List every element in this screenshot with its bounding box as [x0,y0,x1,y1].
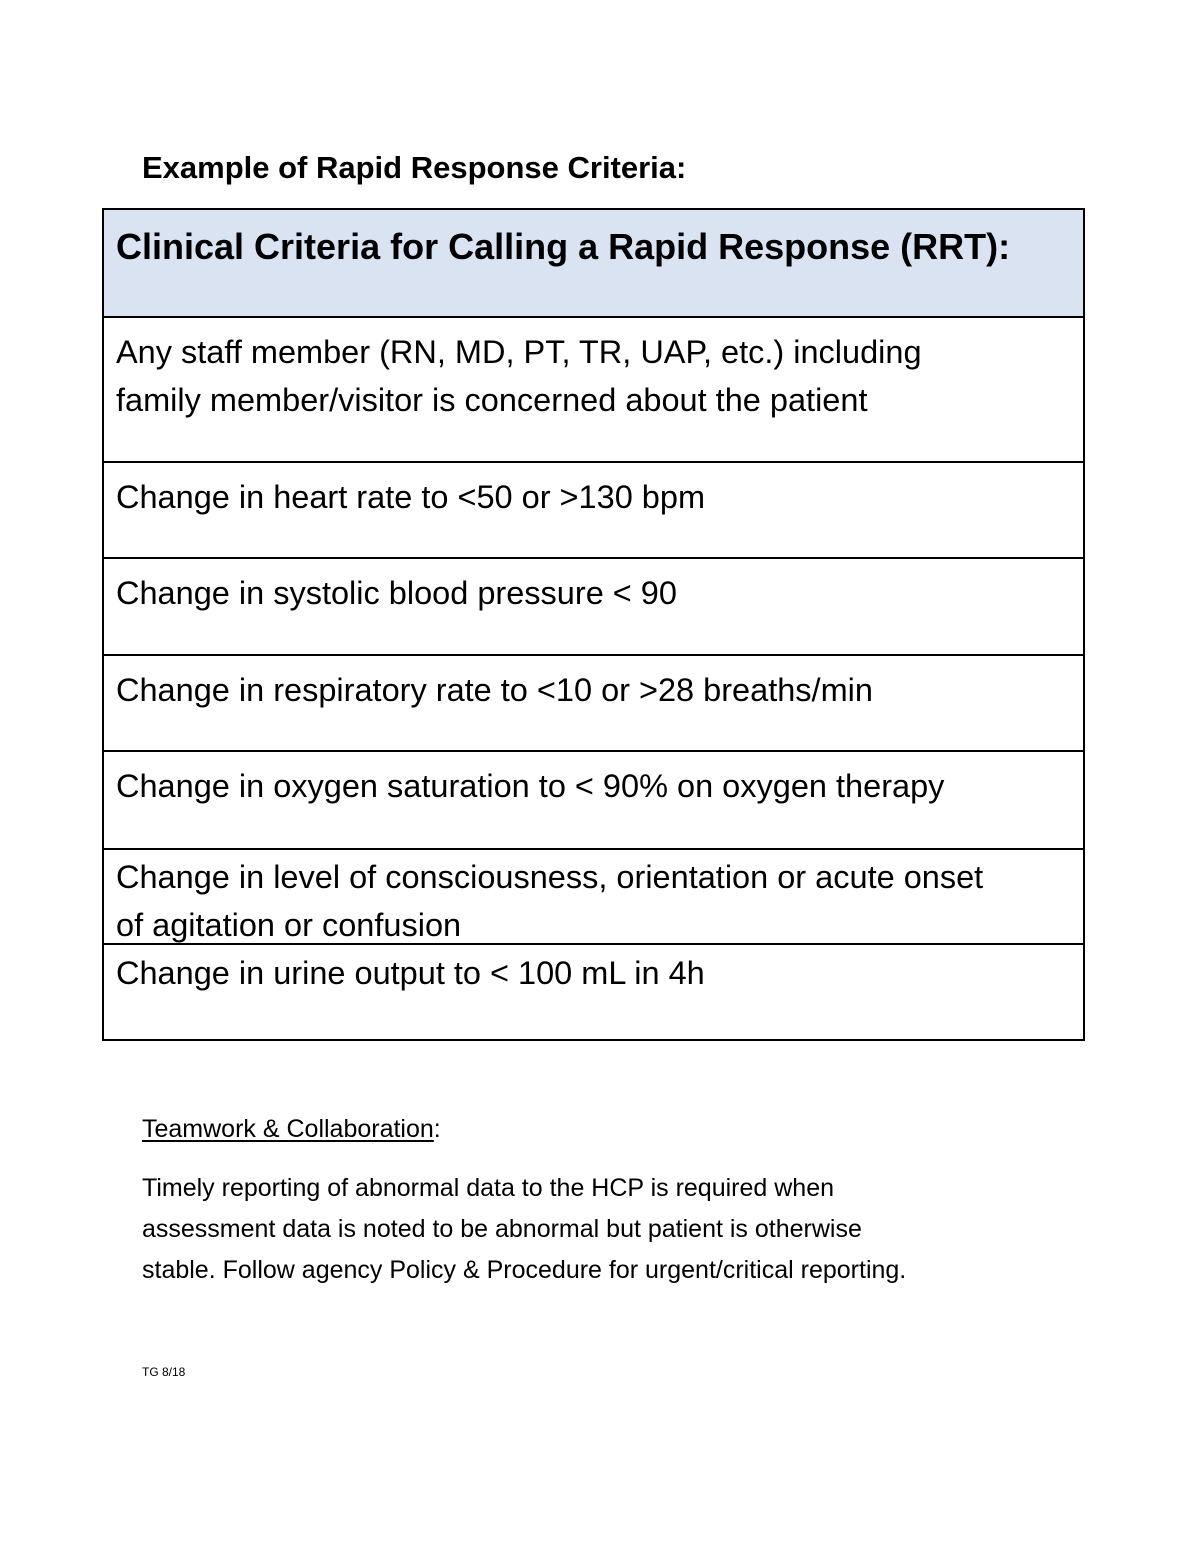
criteria-line: Any staff member (RN, MD, PT, TR, UAP, etc.) including [116,334,922,370]
body-line: stable. Follow agency Policy & Procedure for urgent/critical reporting. [142,1256,907,1284]
criteria-text [116,853,1069,949]
teamwork-body [142,1168,1102,1291]
criteria-line: Change in level of consciousness, orientation or acute onset [116,859,984,895]
criteria-line: Change in heart rate to <50 or >130 bpm [116,479,706,515]
criteria-line: family member/visitor is concerned about the patient [116,382,868,418]
table-row [104,463,1083,559]
table-header-text: Clinical Criteria for Calling a Rapid Response (RRT): [116,226,1011,267]
criteria-text [116,949,1069,997]
teamwork-title-text: Teamwork & Collaboration [142,1115,434,1143]
criteria-text [116,569,1069,617]
criteria-text [116,666,1069,714]
criteria-text [116,473,1069,521]
page-heading: Example of Rapid Response Criteria: [142,150,687,185]
table-row [104,559,1083,656]
criteria-text [116,328,1069,424]
criteria-line: Change in urine output to < 100 mL in 4h [116,955,705,991]
footer-note: TG 8/18 [142,1365,186,1379]
criteria-line: Change in respiratory rate to <10 or >28 breaths/min [116,672,873,708]
table-header-row [104,210,1083,318]
table-row [104,656,1083,752]
criteria-text [116,762,1069,810]
table-row [104,850,1083,945]
table-row [104,318,1083,463]
table-row [104,752,1083,850]
criteria-line: Change in systolic blood pressure < 90 [116,575,677,611]
teamwork-title-colon: : [433,1115,441,1143]
body-line: Timely reporting of abnormal data to the HCP is required when [142,1174,835,1202]
teamwork-section-title [142,1111,441,1147]
table-row [104,945,1083,1039]
body-line: assessment data is noted to be abnormal but patient is otherwise [142,1215,862,1243]
criteria-line: of agitation or confusion [116,907,462,943]
criteria-line: Change in oxygen saturation to < 90% on oxygen therapy [116,768,945,804]
rapid-response-criteria-table [102,208,1085,1041]
